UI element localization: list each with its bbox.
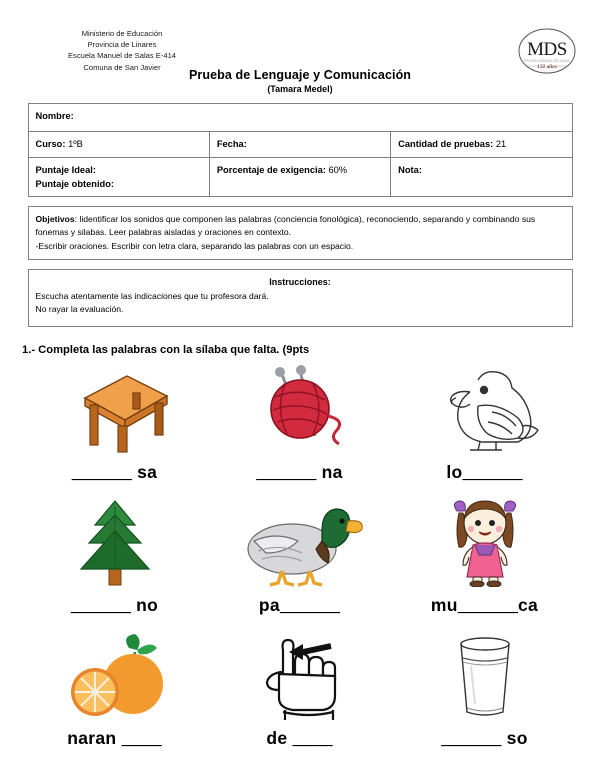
exercise-item-6 xyxy=(392,495,577,616)
school-line-2: Provincia de Linares xyxy=(87,40,157,50)
answer-suffix-9: so xyxy=(501,728,528,749)
parrot-icon xyxy=(426,362,544,454)
instrucciones-box xyxy=(28,269,573,327)
exercise-item-4 xyxy=(22,495,207,616)
finger-icon xyxy=(245,628,355,720)
instrucciones-text-1: Escucha atentamente las indicaciones que tu profesora dará. xyxy=(35,290,269,301)
porcentaje-value: 60% xyxy=(328,165,348,175)
answer-prefix-3: lo xyxy=(446,462,463,483)
exercise-item-7 xyxy=(22,628,207,749)
exercise-1-title: 1.- Completa las palabras con la sílaba que falta. (9pts xyxy=(22,344,310,357)
answer-suffix-1: sa xyxy=(131,462,158,483)
fecha-cell xyxy=(209,132,390,158)
puntaje-obtenido-label: Puntaje obtenido: xyxy=(35,179,115,189)
doll-icon xyxy=(433,495,537,587)
curso-value: 1ºB xyxy=(68,139,83,149)
table-row-nombre xyxy=(28,104,572,132)
exercise-row-1 xyxy=(22,362,578,483)
cantidad-label: Cantidad de pruebas: xyxy=(398,139,494,149)
cantidad-value: 21 xyxy=(495,139,507,149)
porcentaje-cell xyxy=(209,158,390,197)
answer-line-1 xyxy=(72,461,157,483)
answer-prefix-6: mu xyxy=(430,595,458,616)
exercise-row-3 xyxy=(22,628,578,749)
exercise-item-1 xyxy=(22,362,207,483)
instrucciones-heading: Instrucciones: xyxy=(269,277,331,288)
page-header xyxy=(0,0,600,72)
answer-prefix-7: naran xyxy=(67,728,122,749)
answer-blank-2: ______ xyxy=(256,462,317,483)
exercise-row-2 xyxy=(22,495,578,616)
cantidad-pruebas-cell xyxy=(391,132,572,158)
exercise-item-9 xyxy=(392,628,577,749)
porcentaje-label: Porcentaje de exigencia: xyxy=(216,165,326,175)
school-line-4: Comuna de San Javier xyxy=(83,62,161,72)
svg-text:150 años: 150 años xyxy=(537,64,557,70)
answer-prefix-5: pa xyxy=(258,595,280,616)
duck-icon xyxy=(236,495,364,587)
page-title: Prueba de Lenguaje y Comunicación xyxy=(188,68,412,82)
nota-cell xyxy=(391,158,572,197)
objetivos-label: Objetivos xyxy=(35,214,75,224)
svg-text:MDS: MDS xyxy=(527,39,567,60)
page-subtitle: (Tamara Medel) xyxy=(267,84,333,94)
answer-blank-9: ______ xyxy=(441,728,502,749)
curso-label: Curso: xyxy=(35,139,66,149)
answer-blank-7: ____ xyxy=(121,728,162,749)
answer-blank-6: ______ xyxy=(457,595,518,616)
school-logo xyxy=(516,27,578,75)
svg-text:ESCUELA MANUEL DE SALAS: ESCUELA MANUEL DE SALAS xyxy=(524,59,570,63)
answer-line-7 xyxy=(67,727,161,749)
objetivos-text-1: : lidentificar los sonidos que componen las palabras (conciencia fonológica), reconociendo, separando y combinando sus fonemas y silabas. Leer palabras aisladas y oraciones en contexto. xyxy=(35,214,536,238)
answer-suffix-6: ca xyxy=(517,595,539,616)
answer-blank-1: ______ xyxy=(71,462,132,483)
answer-line-2 xyxy=(256,461,342,483)
puntaje-cell xyxy=(28,158,209,197)
school-line-1: Ministerio de Educación xyxy=(81,29,163,38)
answer-line-6 xyxy=(431,594,538,616)
school-line-3: Escuela Manuel de Salas E-414 xyxy=(67,51,177,61)
answer-line-3 xyxy=(446,461,522,483)
table-row-curso xyxy=(28,132,572,158)
exercise-item-5 xyxy=(207,495,392,616)
glass-icon xyxy=(437,628,533,720)
answer-blank-4: ______ xyxy=(70,595,132,616)
exercise-1-grid xyxy=(22,362,578,749)
answer-line-5 xyxy=(259,594,340,616)
answer-prefix-8: de xyxy=(266,728,293,749)
answer-suffix-4: no xyxy=(131,595,159,616)
answer-line-8 xyxy=(266,727,332,749)
student-info-table xyxy=(28,103,573,197)
answer-line-4 xyxy=(71,594,158,616)
nota-label: Nota: xyxy=(398,165,422,175)
answer-blank-5: ______ xyxy=(279,595,341,616)
curso-cell xyxy=(28,132,209,158)
answer-line-9 xyxy=(441,727,527,749)
exercise-item-2 xyxy=(207,362,392,483)
instrucciones-text-2: No rayar la evaluación. xyxy=(35,304,124,315)
nombre-cell: Nombre: xyxy=(28,104,572,132)
orange-icon xyxy=(51,628,179,720)
objetivos-box xyxy=(28,206,573,260)
puntaje-ideal-label: Puntaje Ideal: xyxy=(35,165,96,175)
table-icon xyxy=(55,362,175,454)
pine-tree-icon xyxy=(65,495,165,587)
exercise-item-3 xyxy=(392,362,577,483)
yarn-icon xyxy=(245,362,355,454)
answer-blank-3: ______ xyxy=(462,462,523,483)
table-row-puntaje xyxy=(28,158,572,197)
fecha-label: Fecha: xyxy=(216,139,247,149)
school-identity-block xyxy=(22,28,222,73)
objetivos-text-2: -Escribir oraciones. Escribir con letra clara, separando las palabras con un espacio. xyxy=(35,240,354,251)
answer-suffix-2: na xyxy=(316,462,343,483)
exercise-item-8 xyxy=(207,628,392,749)
answer-blank-8: ____ xyxy=(292,728,333,749)
